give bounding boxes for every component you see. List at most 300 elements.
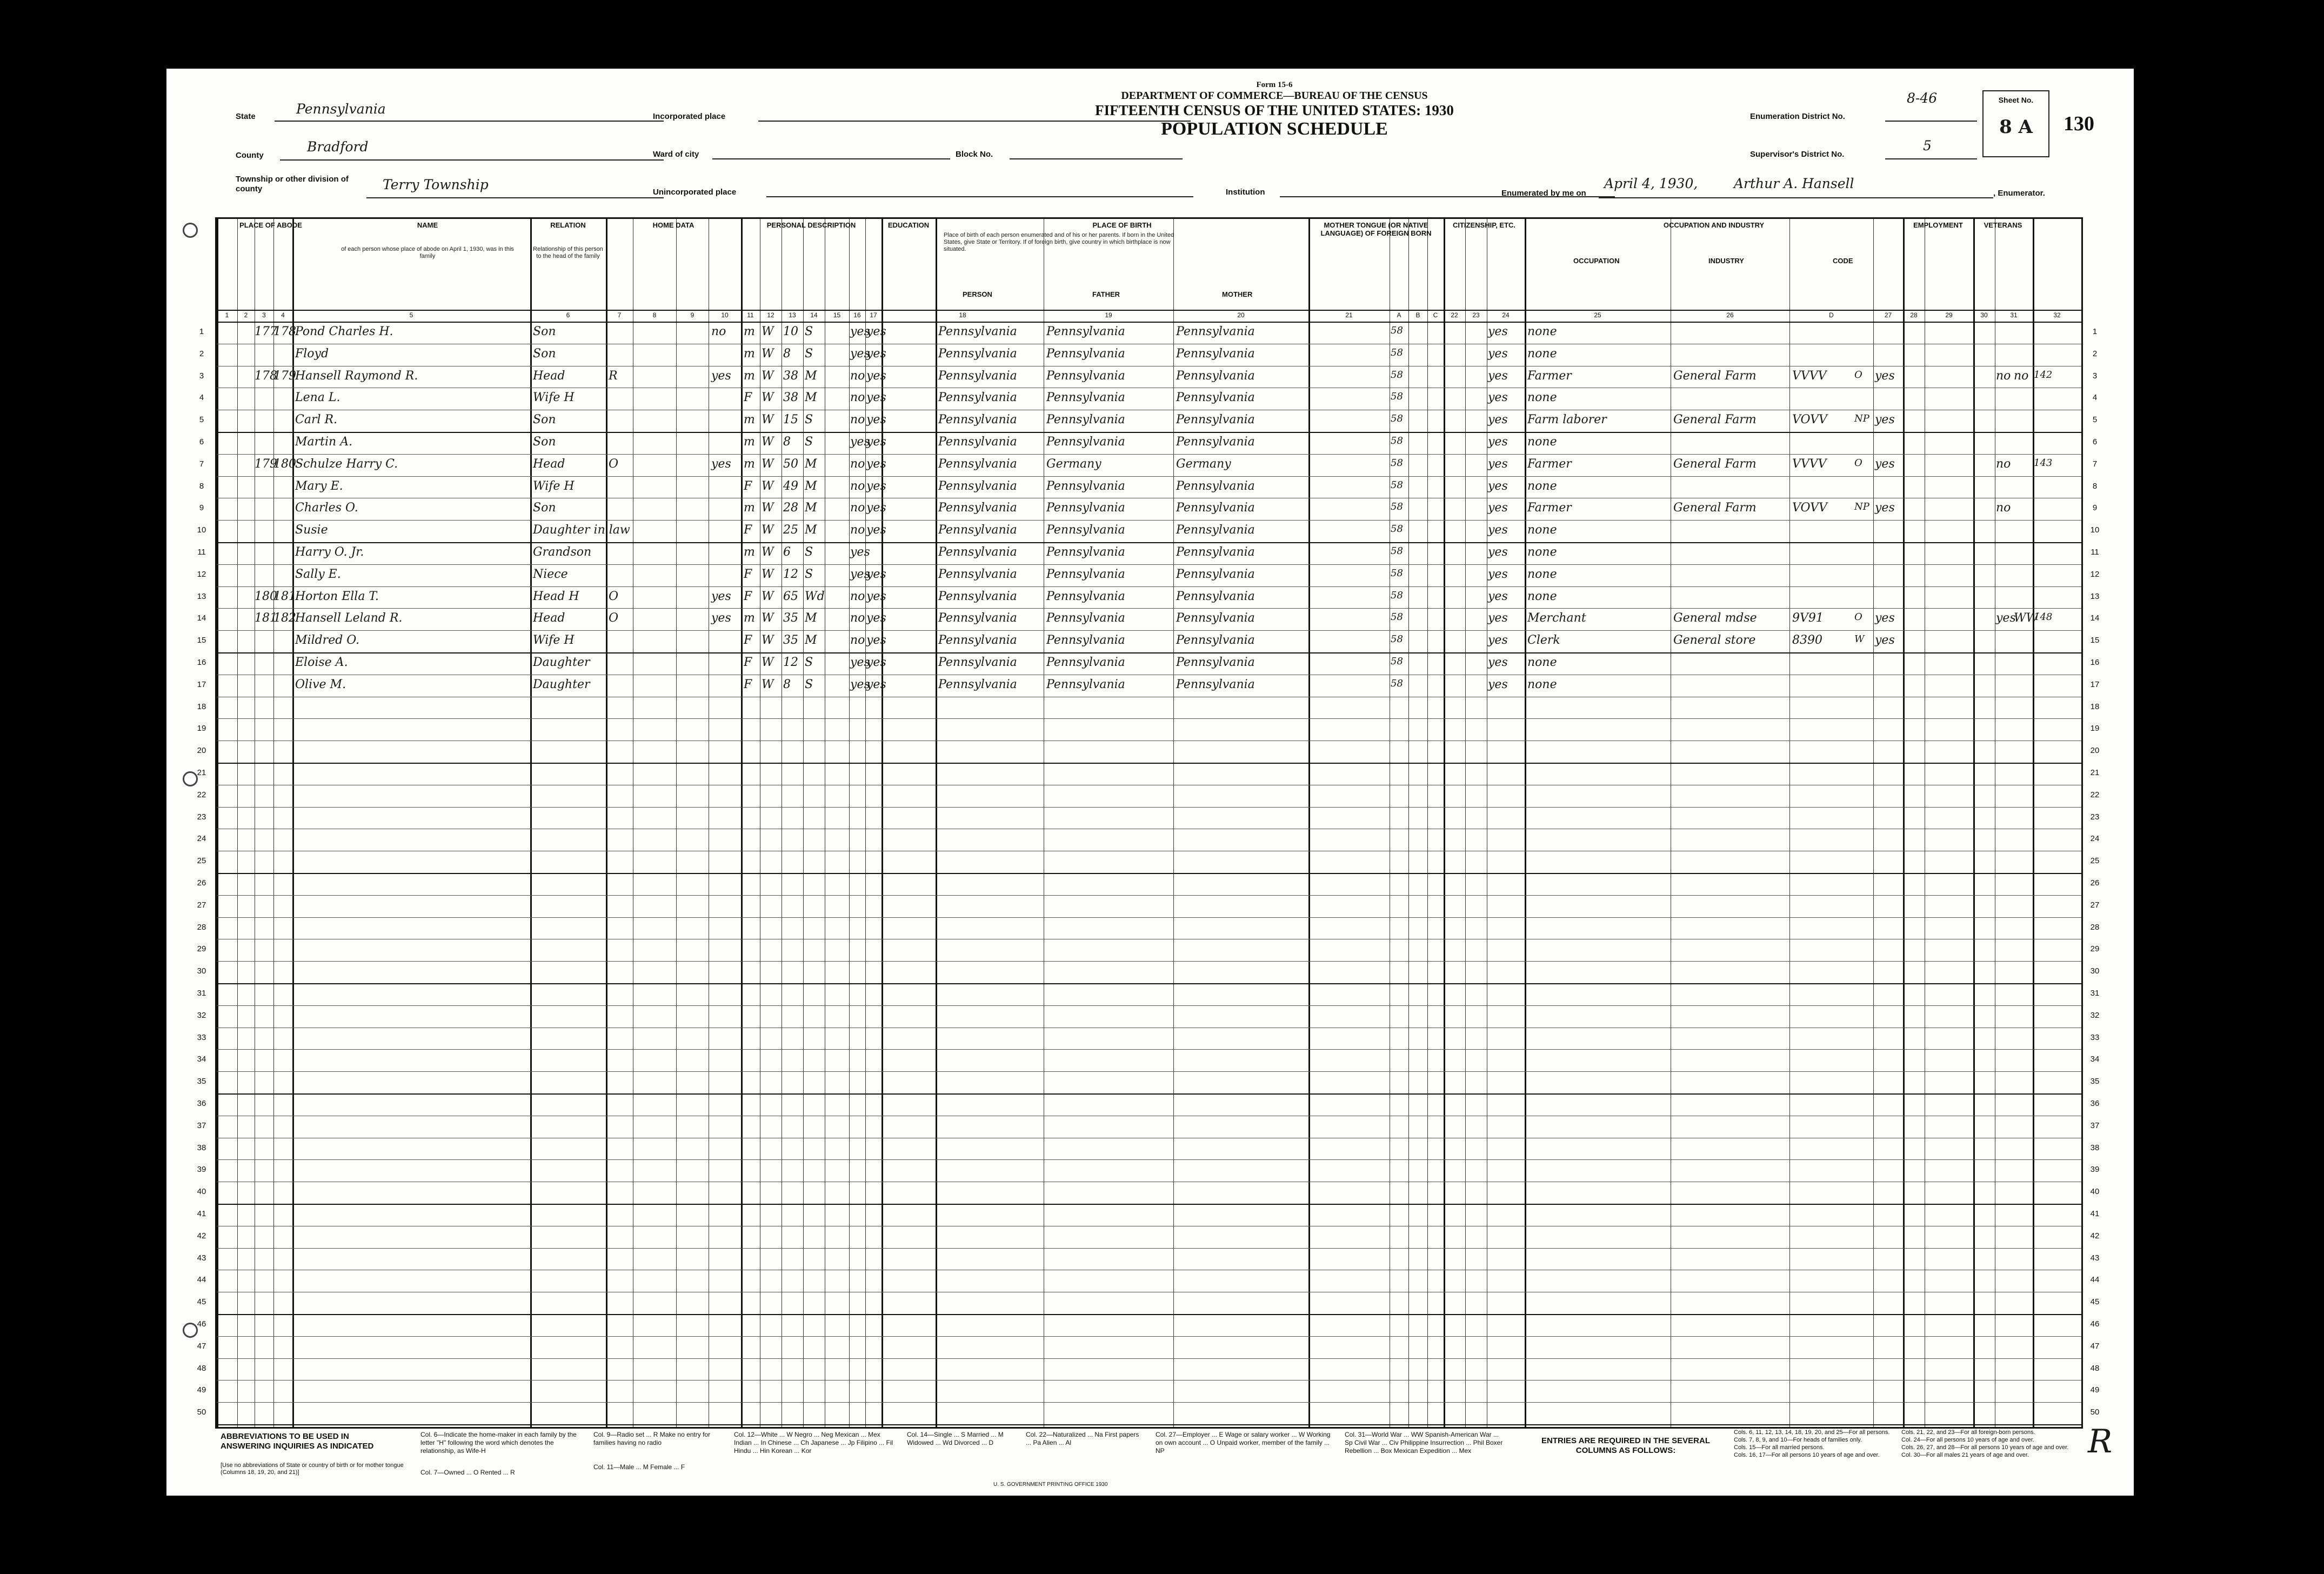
cell-vet: yes	[1996, 611, 2016, 625]
column-number: 5	[409, 311, 413, 319]
row-number: 6	[199, 437, 204, 446]
cell-engl: yes	[1488, 656, 1508, 669]
block-label: Block No.	[956, 150, 993, 159]
column-line	[1873, 219, 1874, 1427]
cell-own: O	[609, 457, 619, 471]
cell-engl: yes	[1488, 413, 1508, 427]
cell-age: 8	[783, 435, 791, 449]
row-line	[217, 1093, 2081, 1095]
corner-mark: R	[2088, 1423, 2113, 1460]
cell-fbp: Pennsylvania	[1046, 369, 1125, 383]
schedule-title: POPULATION SCHEDULE	[1161, 119, 1388, 139]
row-number: 39	[2090, 1165, 2100, 1175]
cell-name: Sally E.	[295, 567, 341, 581]
cell-read: yes	[866, 501, 886, 515]
cell-mbp: Pennsylvania	[1176, 325, 1255, 338]
cell-fbp: Pennsylvania	[1046, 567, 1125, 581]
row-number: 11	[197, 548, 206, 557]
row-line	[217, 454, 2081, 455]
cell-fbp: Pennsylvania	[1046, 435, 1125, 449]
row-number: 37	[197, 1121, 206, 1130]
cell-sex: F	[744, 656, 752, 669]
enumerated-date: April 4, 1930,	[1604, 176, 1698, 191]
column-number: C	[1433, 311, 1438, 319]
cell-race: W	[762, 523, 774, 537]
cell-read: yes	[866, 523, 886, 537]
cell-bp: Pennsylvania	[938, 479, 1017, 493]
row-number: 28	[197, 922, 206, 932]
cell-rad: no	[711, 325, 726, 338]
cell-sch: no	[850, 479, 865, 493]
cell-name: Hansell Leland R.	[295, 611, 403, 625]
cell-sch: yes	[850, 677, 870, 691]
cell-sch: no	[850, 633, 865, 648]
township-value: Terry Township	[383, 177, 489, 192]
column-line	[606, 219, 607, 1427]
cell-bp: Pennsylvania	[938, 611, 1017, 625]
row-number: 42	[2090, 1231, 2100, 1240]
cell-f: 180	[255, 589, 277, 603]
column-line	[1789, 219, 1790, 1427]
cell-cls: W	[1854, 633, 1865, 645]
column-line	[1525, 219, 1526, 1427]
column-line	[1308, 219, 1310, 1427]
cell-race: W	[762, 677, 774, 691]
row-line	[217, 1336, 2081, 1337]
cell-mar: M	[805, 611, 817, 625]
row-number: 8	[199, 481, 204, 491]
census-title: FIFTEENTH CENSUS OF THE UNITED STATES: 1930	[1095, 102, 1454, 118]
cell-mar: S	[805, 656, 813, 669]
row-number: 20	[197, 746, 206, 756]
cell-own: R	[609, 369, 618, 383]
row-line	[217, 1204, 2081, 1205]
entries-list-2	[1901, 1429, 2068, 1459]
row-number: 7	[199, 459, 204, 469]
cell-sex: F	[744, 391, 752, 405]
cell-engl: yes	[1488, 369, 1508, 383]
column-number: 3	[262, 311, 266, 319]
entries-line-2: Cols. 7, 8, 9, and 10—For heads of families only.	[1734, 1437, 1862, 1443]
column-number: 8	[652, 311, 657, 319]
row-number: 44	[2090, 1275, 2100, 1285]
row-number: 38	[197, 1143, 206, 1152]
row-number: 3	[199, 371, 204, 381]
cell-bp: Pennsylvania	[938, 633, 1017, 648]
row-number: 10	[2090, 525, 2100, 535]
column-line	[741, 219, 743, 1427]
cell-sch: yes	[850, 346, 870, 361]
row-number: 46	[2090, 1319, 2100, 1329]
cell-sex: m	[744, 545, 755, 559]
cell-race: W	[762, 567, 774, 581]
birth-desc: Place of birth of each person enumerated and of his or her parents. If born in the United States, give State or Territory. If of foreign birth, give country in which birthplace is now situated.	[944, 232, 1174, 252]
row-line	[217, 322, 2081, 323]
cell-rel: Son	[533, 435, 556, 449]
row-number: 47	[2090, 1341, 2100, 1351]
column-number: 12	[767, 311, 774, 319]
cell-code: 58	[1391, 457, 1403, 469]
row-number: 20	[2090, 746, 2100, 756]
row-number: 31	[197, 989, 206, 998]
industry-header: INDUSTRY	[1708, 257, 1744, 265]
row-number: 50	[2090, 1408, 2100, 1417]
cell-bp: Pennsylvania	[938, 325, 1017, 338]
entries-line-8: Col. 30—For all males 21 years of age and over.	[1901, 1452, 2029, 1458]
column-number: 10	[721, 311, 729, 319]
cell-mar: S	[805, 567, 813, 581]
entries-line-7: Cols. 26, 27, and 28—For all persons 10 years of age and over.	[1901, 1444, 2069, 1451]
row-number: 33	[2090, 1032, 2100, 1042]
cell-name: Charles O.	[295, 501, 358, 515]
column-number: 13	[789, 311, 796, 319]
cell-sch: no	[850, 391, 865, 405]
binding-hole-icon	[183, 1323, 198, 1338]
row-number: 41	[2090, 1209, 2100, 1218]
row-number: 29	[2090, 944, 2100, 954]
cell-rad: yes	[711, 457, 731, 471]
cell-engl: yes	[1488, 611, 1508, 625]
footer-col9: Col. 9—Radio set ... R Make no entry for families having no radio	[593, 1431, 711, 1446]
cell-mbp: Pennsylvania	[1176, 523, 1255, 537]
row-number: 48	[197, 1363, 206, 1373]
cell-sch: yes	[850, 656, 870, 669]
cell-occ: Clerk	[1527, 633, 1560, 648]
row-line	[217, 1358, 2081, 1359]
cell-occ: none	[1527, 677, 1557, 691]
binding-hole-icon	[183, 223, 198, 238]
row-number: 21	[197, 768, 206, 777]
row-number: 23	[197, 812, 206, 822]
state-label: State	[236, 112, 256, 121]
cell-fbp: Pennsylvania	[1046, 413, 1125, 427]
cell-vw: WW	[2014, 611, 2039, 625]
cell-code: 58	[1391, 413, 1403, 425]
row-number: 39	[197, 1165, 206, 1175]
group-veterans: VETERANS	[1984, 221, 2022, 229]
column-number: 24	[1502, 311, 1510, 319]
cell-vet: no	[1996, 501, 2011, 515]
cell-age: 49	[783, 479, 798, 493]
row-number: 24	[2090, 834, 2100, 844]
cell-fbp: Pennsylvania	[1046, 501, 1125, 515]
cell-sex: m	[744, 501, 755, 515]
cell-rel: Son	[533, 413, 556, 427]
row-number: 5	[199, 415, 204, 425]
row-number: 46	[197, 1319, 206, 1329]
cell-race: W	[762, 346, 774, 361]
cell-race: W	[762, 611, 774, 625]
cell-occ: Farmer	[1527, 457, 1572, 471]
cell-emp: yes	[1875, 369, 1895, 383]
cell-sex: F	[744, 633, 752, 648]
cell-sch: no	[850, 501, 865, 515]
row-number: 22	[197, 790, 206, 799]
column-number: 18	[959, 311, 966, 319]
column-line	[1973, 219, 1975, 1427]
county-label: County	[236, 151, 264, 160]
cell-icode: 9V91	[1792, 611, 1824, 625]
group-name: NAME	[417, 221, 438, 229]
cell-fbp: Germany	[1046, 457, 1101, 471]
row-line	[217, 652, 2081, 653]
cell-bp: Pennsylvania	[938, 523, 1017, 537]
cell-sch: no	[850, 413, 865, 427]
cell-rad: yes	[711, 589, 731, 603]
row-number: 28	[2090, 922, 2100, 932]
cell-occ: Farmer	[1527, 369, 1572, 383]
cell-engl: yes	[1488, 589, 1508, 603]
cell-fbp: Pennsylvania	[1046, 677, 1125, 691]
footer-col27: Col. 27—Employer ... E Wage or salary worker ... W Working on own account ... O Unpaid worker, member of the family ... NP	[1156, 1431, 1331, 1455]
cell-name: Olive M.	[295, 677, 346, 691]
cell-sex: m	[744, 611, 755, 625]
row-number: 5	[2092, 415, 2098, 425]
cell-mar: S	[805, 346, 813, 361]
cell-bp: Pennsylvania	[938, 656, 1017, 669]
cell-bp: Pennsylvania	[938, 435, 1017, 449]
column-line	[292, 219, 294, 1427]
footer-col14: Col. 14—Single ... S Married ... M Widowed ... Wd Divorced ... D	[907, 1431, 1004, 1446]
cell-fbp: Pennsylvania	[1046, 346, 1125, 361]
row-number: 14	[197, 613, 206, 623]
cell-engl: yes	[1488, 435, 1508, 449]
cell-mar: M	[805, 369, 817, 383]
sheet-box	[1982, 90, 2049, 157]
cell-sch: no	[850, 457, 865, 471]
cell-rel: Son	[533, 325, 556, 338]
footer-col31: Col. 31—World War ... WW Spanish-American War ... Sp Civil War ... Civ Philippine Insurrection ... Phil Boxer Rebellion ... Box Mexican Expedition ... Mex	[1345, 1431, 1503, 1455]
ward-label: Ward of city	[653, 150, 699, 159]
cell-race: W	[762, 589, 774, 603]
cell-ind: General mdse	[1673, 611, 1757, 625]
footer-col12: Col. 12—White ... W Negro ... Neg Mexican ... Mex Indian ... In Chinese ... Ch Japanese ... Jp Filipino ... Fil Hindu ... Hin Korean ... Kor	[734, 1431, 893, 1455]
footer-col11: Col. 11—Male ... M Female ... F	[593, 1463, 685, 1471]
row-number: 31	[2090, 989, 2100, 998]
row-number: 12	[2090, 569, 2100, 579]
cell-vet: no	[1996, 457, 2011, 471]
row-number: 50	[197, 1408, 206, 1417]
department-line: DEPARTMENT OF COMMERCE—BUREAU OF THE CENSUS	[1121, 90, 1428, 102]
cell-sex: F	[744, 479, 752, 493]
cell-race: W	[762, 391, 774, 405]
enum-district-value: 8-46	[1907, 90, 1938, 106]
row-number: 26	[2090, 878, 2100, 888]
cell-mbp: Pennsylvania	[1176, 611, 1255, 625]
column-number: D	[1829, 311, 1834, 319]
cell-sex: m	[744, 325, 755, 338]
cell-rel: Daughter	[533, 677, 590, 691]
footer-col22: Col. 22—Naturalized ... Na First papers ... Pa Alien ... Al	[1026, 1431, 1139, 1446]
cell-cls: O	[1854, 369, 1862, 381]
cell-engl: yes	[1488, 479, 1508, 493]
row-line	[217, 1005, 2081, 1006]
group-home: HOME DATA	[652, 221, 694, 229]
cell-mar: M	[805, 633, 817, 648]
cell-mbp: Pennsylvania	[1176, 656, 1255, 669]
row-number: 29	[197, 944, 206, 954]
cell-code: 58	[1391, 677, 1403, 689]
row-line	[217, 1314, 2081, 1315]
footer-col6: Col. 6—Indicate the home-maker in each family by the letter "H" following the word which denotes the relationship, as Wife-H	[420, 1431, 577, 1455]
cell-cls: NP	[1854, 501, 1869, 513]
column-line	[1408, 219, 1409, 1427]
column-number: B	[1415, 311, 1420, 319]
cell-code: 58	[1391, 567, 1403, 579]
row-number: 22	[2090, 790, 2100, 799]
entries-line-3: Cols. 15—For all married persons.	[1734, 1444, 1825, 1451]
cell-rel: Son	[533, 346, 556, 361]
column-number: 15	[833, 311, 841, 319]
row-number: 15	[2090, 636, 2100, 645]
cell-code: 58	[1391, 369, 1403, 381]
column-number: 7	[617, 311, 622, 319]
row-line	[217, 476, 2081, 477]
cell-rel: Wife H	[533, 479, 575, 493]
cell-code: 58	[1391, 346, 1403, 358]
cell-age: 38	[783, 369, 798, 383]
code-header: CODE	[1833, 257, 1853, 265]
cell-cls: O	[1854, 457, 1862, 469]
cell-sex: F	[744, 523, 752, 537]
cell-race: W	[762, 325, 774, 338]
county-value: Bradford	[307, 139, 369, 155]
cell-occ: Farmer	[1527, 501, 1572, 515]
cell-age: 35	[783, 611, 798, 625]
cell-bp: Pennsylvania	[938, 677, 1017, 691]
supervisor-label: Supervisor's District No.	[1750, 150, 1845, 159]
cell-fbp: Pennsylvania	[1046, 611, 1125, 625]
cell-read: yes	[866, 457, 886, 471]
cell-age: 8	[783, 346, 791, 361]
cell-age: 38	[783, 391, 798, 405]
cell-icode: VVVV	[1792, 457, 1827, 471]
cell-age: 25	[783, 523, 798, 537]
cell-code: 58	[1391, 501, 1403, 513]
row-line	[217, 917, 2081, 918]
row-line	[217, 630, 2081, 631]
cell-read: yes	[866, 479, 886, 493]
cell-read: yes	[866, 589, 886, 603]
cell-icode: 8390	[1792, 633, 1822, 648]
printer-line: U. S. GOVERNMENT PRINTING OFFICE 1930	[993, 1482, 1108, 1488]
column-number: 26	[1726, 311, 1734, 319]
column-line	[2033, 219, 2034, 1427]
column-line	[1173, 219, 1174, 1427]
cell-rad: yes	[711, 369, 731, 383]
abbr-note: [Use no abbreviations of State or country of birth or for mother tongue (Columns 18, 19, 20, and 21)]	[221, 1462, 404, 1476]
cell-sch: yes	[850, 545, 870, 559]
sheet-corner-number: 130	[2063, 112, 2094, 135]
cell-cls: NP	[1854, 413, 1869, 425]
cell-name: Horton Ella T.	[295, 589, 379, 603]
row-line	[217, 1402, 2081, 1403]
column-number: 19	[1105, 311, 1112, 319]
entries-title: ENTRIES ARE REQUIRED IN THE SEVERAL COLUMNS AS FOLLOWS:	[1541, 1436, 1710, 1455]
row-number: 14	[2090, 613, 2100, 623]
cell-read: yes	[866, 435, 886, 449]
cell-icode: VOVV	[1792, 413, 1827, 427]
cell-mbp: Pennsylvania	[1176, 369, 1255, 383]
row-line	[217, 1248, 2081, 1249]
census-sheet	[166, 69, 2134, 1496]
row-number: 43	[197, 1253, 206, 1263]
cell-engl: yes	[1488, 346, 1508, 361]
row-number: 25	[2090, 856, 2100, 866]
abbr-title: ABBREVIATIONS TO BE USED IN ANSWERING INQUIRIES AS INDICATED	[221, 1432, 374, 1451]
row-number: 4	[199, 393, 204, 403]
row-number: 24	[197, 834, 206, 844]
group-education: EDUCATION	[887, 221, 930, 229]
column-line	[1903, 219, 1905, 1427]
cell-fbp: Pennsylvania	[1046, 523, 1125, 537]
cell-mar: M	[805, 479, 817, 493]
cell-mar: S	[805, 435, 813, 449]
cell-name: Mildred O.	[295, 633, 360, 648]
row-number: 10	[197, 525, 206, 535]
cell-mbp: Pennsylvania	[1176, 501, 1255, 515]
form-number: Form 15-6	[1256, 81, 1293, 89]
cell-vet: no	[1996, 369, 2011, 383]
cell-bp: Pennsylvania	[938, 545, 1017, 559]
cell-code: 58	[1391, 611, 1403, 623]
row-number: 32	[197, 1010, 206, 1020]
cell-read: yes	[866, 325, 886, 338]
row-line	[217, 586, 2081, 587]
cell-sex: m	[744, 457, 755, 471]
row-number: 34	[197, 1055, 206, 1064]
cell-ind: General Farm	[1673, 413, 1757, 427]
row-line	[217, 564, 2081, 565]
father-header: FATHER	[1092, 290, 1120, 298]
cell-mbp: Germany	[1176, 457, 1231, 471]
cell-read: yes	[866, 346, 886, 361]
row-number: 1	[199, 327, 204, 336]
enum-district-label: Enumeration District No.	[1750, 112, 1845, 121]
row-number: 17	[197, 679, 206, 689]
row-number: 16	[2090, 658, 2100, 667]
enumerated-label: Enumerated by me on	[1501, 189, 1586, 198]
column-line	[273, 219, 274, 1427]
cell-age: 10	[783, 325, 798, 338]
cell-sex: m	[744, 413, 755, 427]
cell-race: W	[762, 435, 774, 449]
cell-fam: 181	[273, 589, 296, 603]
sheet-value: 8 A	[1999, 116, 2033, 138]
row-number: 13	[197, 591, 206, 601]
cell-mar: S	[805, 545, 813, 559]
cell-code: 58	[1391, 479, 1403, 491]
cell-engl: yes	[1488, 457, 1508, 471]
cell-sch: yes	[850, 567, 870, 581]
row-number: 9	[2092, 503, 2098, 513]
block-line	[1010, 140, 1183, 159]
cell-mbp: Pennsylvania	[1176, 435, 1255, 449]
column-number: 29	[1945, 311, 1953, 319]
cell-rel: Head	[533, 611, 565, 625]
row-line	[217, 1071, 2081, 1072]
group-abode: PLACE OF ABODE	[239, 221, 302, 229]
group-relation: RELATION	[550, 221, 586, 229]
cell-race: W	[762, 633, 774, 648]
row-number: 48	[2090, 1363, 2100, 1373]
cell-ind: General store	[1673, 633, 1756, 648]
row-number: 23	[2090, 812, 2100, 822]
cell-mar: M	[805, 501, 817, 515]
cell-occ: none	[1527, 523, 1557, 537]
row-number: 40	[197, 1187, 206, 1197]
person-header: PERSON	[963, 290, 992, 298]
